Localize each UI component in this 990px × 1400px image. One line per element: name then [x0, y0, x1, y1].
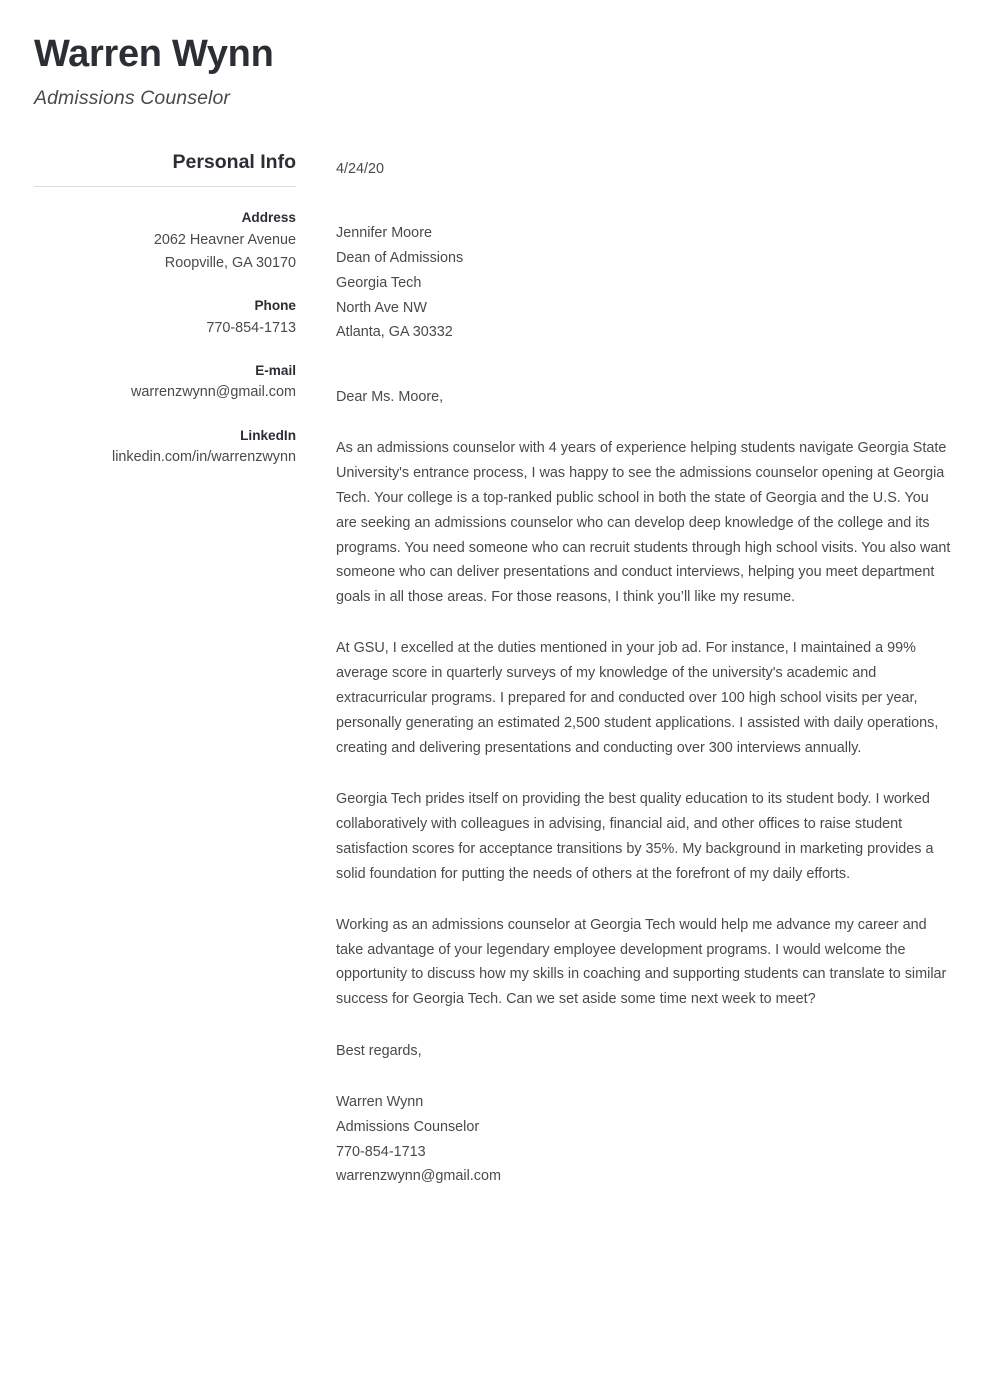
personal-info-heading: Personal Info [172, 150, 296, 173]
letter-paragraph-2: At GSU, I excelled at the duties mentioned in your job ad. For instance, I maintained a 99% average score in quarterly surveys of my knowledge of the university's academic and extracurricular programs. I prepared for and conducted over 100 high school visits per year, personally generating an estimated 2,500 student applications. I assisted with daily operations, creating and delivering presentations and conducting over 300 interviews annually. [336, 640, 939, 757]
recipient-title: Dean of Admissions [336, 250, 464, 267]
recipient-name: Jennifer Moore [336, 225, 432, 242]
info-value-linkedin[interactable]: linkedin.com/in/warrenzwynn [112, 449, 296, 466]
letter-paragraph-1: As an admissions counselor with 4 years of experience helping students navigate Georgia State University's entrance process, I was happy to see the admissions counselor opening at Georgia Tech. Your college is a top-ranked public school in both the state of Georgia and the U.S. You are seeking an admissions counselor who can develop deep knowledge of the college and its programs. You need someone who can recruit students through high school visits. You also want someone who can deliver presentations and conduct interviews, helping you meet department goals in all those areas. For those reasons, I think you’ll like my resume. [336, 439, 951, 606]
recipient-street: North Ave NW [336, 299, 427, 316]
info-value-email[interactable]: warrenzwynn@gmail.com [131, 384, 296, 401]
recipient-block [336, 221, 952, 345]
info-label-address: Address [241, 210, 296, 226]
personal-info-sidebar [0, 151, 296, 470]
signature-phone: 770-854-1713 [336, 1143, 426, 1160]
letter-paragraph-3: Georgia Tech prides itself on providing the best quality education to its student body. I worked collaboratively with colleagues in advising, financial aid, and other offices to raise student satisfaction scores for acceptance transitions by 35%. My background in marketing provides a solid foundation for putting the needs of others at the forefront of my daily efforts. [336, 790, 934, 882]
letter-body [296, 151, 990, 1189]
letter-salutation: Dear Ms. Moore, [336, 389, 444, 406]
letter-paragraph-4: Working as an admissions counselor at Georgia Tech would help me advance my career and take advantage of your legendary employee development programs. I would welcome the opportunity to discuss how my skills in coaching and supporting students can translate to similar success for Georgia Tech. Can we set aside some time next week to meet? [336, 916, 947, 1008]
info-value-address-city: Roopville, GA 30170 [164, 254, 296, 271]
info-label-linkedin: LinkedIn [240, 427, 296, 443]
letter-columns [0, 151, 990, 1189]
signature-block [336, 1090, 952, 1189]
info-block-linkedin [34, 426, 296, 470]
applicant-job-title: Admissions Counselor [34, 86, 231, 109]
sidebar-divider [34, 186, 296, 187]
recipient-company: Georgia Tech [336, 274, 422, 291]
info-value-phone: 770-854-1713 [206, 319, 296, 336]
info-value-address-street: 2062 Heavner Avenue [153, 231, 296, 248]
info-block-email [34, 361, 296, 405]
letter-closing: Best regards, [336, 1043, 422, 1060]
info-block-address [34, 208, 296, 275]
signature-email[interactable]: warrenzwynn@gmail.com [336, 1168, 501, 1185]
applicant-name: Warren Wynn [34, 33, 274, 75]
info-label-email: E-mail [255, 362, 296, 378]
info-label-phone: Phone [254, 298, 296, 314]
letter-header [0, 0, 990, 110]
letter-date: 4/24/20 [336, 160, 385, 177]
signature-title: Admissions Counselor [336, 1118, 480, 1135]
signature-name: Warren Wynn [336, 1094, 424, 1111]
info-block-phone [34, 296, 296, 340]
recipient-city: Atlanta, GA 30332 [336, 324, 453, 341]
